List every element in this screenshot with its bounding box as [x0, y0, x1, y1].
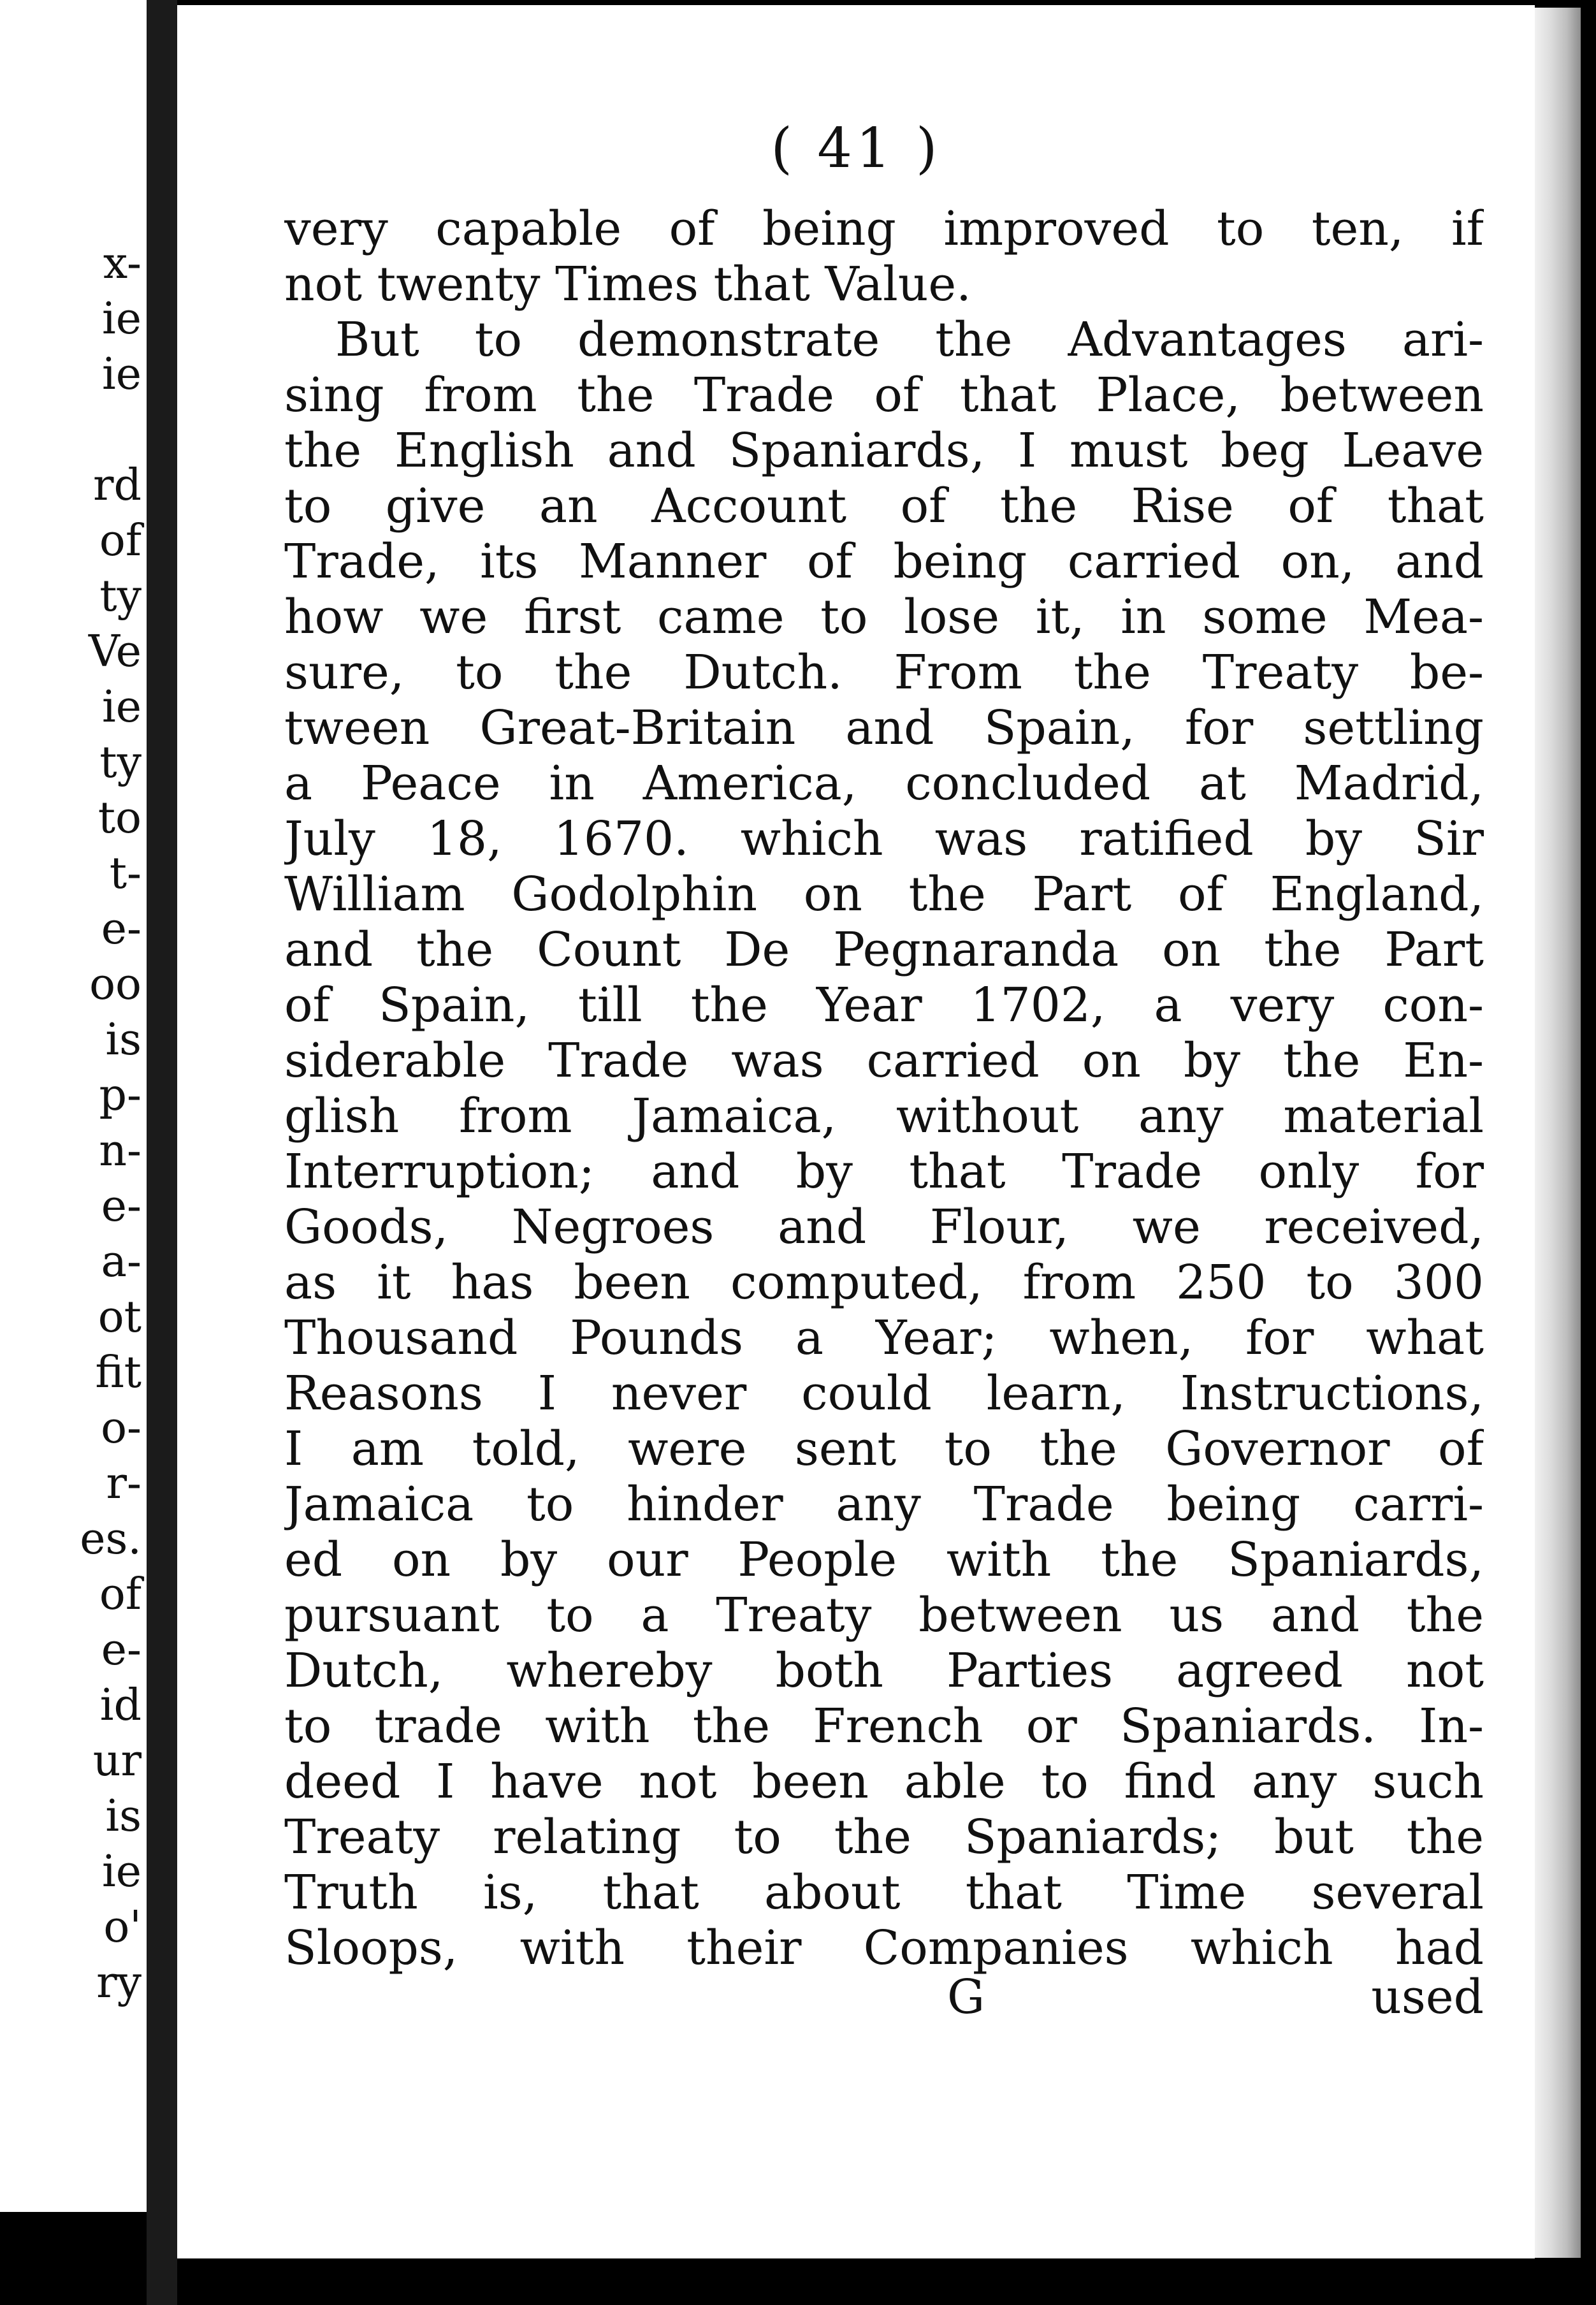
edge-fragment: to	[98, 793, 141, 843]
text-line: very capable of being improved to ten, if	[284, 201, 1484, 256]
text-line: But to demonstrate the Advantages ari-	[335, 312, 1484, 367]
edge-fragment: ie	[102, 1847, 141, 1897]
text-line: Interruption; and by that Trade only for	[284, 1144, 1484, 1199]
left-page-edge-text	[0, 236, 147, 2011]
text-line: William Godolphin on the Part of England,	[284, 867, 1484, 922]
edge-fragment: ty	[99, 738, 141, 788]
edge-fragment: id	[99, 1680, 141, 1731]
edge-fragment: ie	[102, 682, 141, 732]
edge-fragment: of	[99, 516, 141, 566]
edge-fragment: ur	[92, 1736, 141, 1786]
page-footer	[284, 1970, 1484, 2025]
edge-fragment: r-	[106, 1458, 141, 1509]
text-line: to trade with the French or Spaniards. In-	[284, 1699, 1484, 1754]
edge-fragment: Ve	[88, 627, 141, 677]
left-page-fragment	[0, 0, 150, 2212]
text-line: deed I have not been able to find any such	[284, 1754, 1484, 1809]
text-line: tween Great-Britain and Spain, for settling	[284, 701, 1484, 755]
text-line: I am told, were sent to the Governor of	[284, 1422, 1484, 1476]
text-line: sure, to the Dutch. From the Treaty be-	[284, 645, 1484, 700]
right-page	[177, 5, 1535, 2258]
edge-fragment: of	[99, 1569, 141, 1620]
edge-fragment: ty	[99, 571, 141, 622]
edge-fragment: is	[105, 1791, 141, 1842]
text-line: siderable Trade was carried on by the En-	[284, 1033, 1484, 1088]
text-line: Treaty relating to the Spaniards; but the	[284, 1810, 1484, 1865]
edge-fragment: e-	[101, 1625, 141, 1675]
text-line: and the Count De Pegnaranda on the Part	[284, 922, 1484, 977]
text-line: how we first came to lose it, in some Mea-	[284, 590, 1484, 644]
text-line: Jamaica to hinder any Trade being carri-	[284, 1477, 1484, 1532]
text-line: Reasons I never could learn, Instructions,	[284, 1366, 1484, 1421]
edge-fragment: x-	[103, 238, 141, 289]
edge-fragment: ot	[98, 1292, 141, 1342]
edge-fragment	[0, 402, 147, 458]
text-line: a Peace in America, concluded at Madrid,	[284, 756, 1484, 811]
signature-mark: G	[947, 1970, 985, 2025]
text-line: Sloops, with their Companies which had	[284, 1921, 1484, 1975]
edge-fragment: ry	[96, 1958, 141, 2008]
edge-fragment: oo	[89, 959, 141, 1010]
edge-fragment: n-	[99, 1126, 141, 1176]
text-line: of Spain, till the Year 1702, a very con-	[284, 978, 1484, 1033]
edge-fragment: t-	[109, 848, 141, 899]
text-line: to give an Account of the Rise of that	[284, 479, 1484, 534]
page-edge-stack	[1535, 8, 1581, 2258]
body-text	[284, 201, 1484, 1976]
edge-fragment: es.	[80, 1514, 141, 1564]
text-line: glish from Jamaica, without any material	[284, 1089, 1484, 1144]
text-line: sing from the Trade of that Place, between	[284, 368, 1484, 423]
text-line: Trade, its Manner of being carried on, and	[284, 534, 1484, 589]
text-line: the English and Spaniards, I must beg Leave	[284, 423, 1484, 478]
edge-fragment: rd	[92, 460, 141, 511]
text-line: ed on by our People with the Spaniards,	[284, 1532, 1484, 1587]
text-line: Goods, Negroes and Flour, we received,	[284, 1200, 1484, 1254]
book-gutter	[147, 0, 177, 2305]
text-line: Dutch, whereby both Parties agreed not	[284, 1643, 1484, 1698]
edge-fragment: is	[105, 1015, 141, 1065]
text-line: not twenty Times that Value.	[284, 257, 971, 312]
text-line: Thousand Pounds a Year; when, for what	[284, 1311, 1484, 1365]
edge-fragment: o-	[101, 1403, 141, 1453]
text-line: as it has been computed, from 250 to 300	[284, 1255, 1484, 1310]
page-number: ( 41 )	[771, 117, 941, 180]
edge-fragment: ie	[102, 294, 141, 344]
catchword: used	[1371, 1970, 1484, 2025]
text-line: pursuant to a Treaty between us and the	[284, 1588, 1484, 1643]
edge-fragment: p-	[99, 1070, 141, 1121]
edge-fragment: o'	[103, 1902, 141, 1952]
text-line: July 18, 1670. which was ratified by Sir	[284, 811, 1484, 866]
edge-fragment: e-	[101, 904, 141, 954]
edge-fragment: a-	[101, 1237, 141, 1287]
edge-fragment: fit	[95, 1348, 141, 1398]
edge-fragment: e-	[101, 1181, 141, 1232]
text-line: Truth is, that about that Time several	[284, 1865, 1484, 1920]
edge-fragment: ie	[102, 349, 141, 400]
